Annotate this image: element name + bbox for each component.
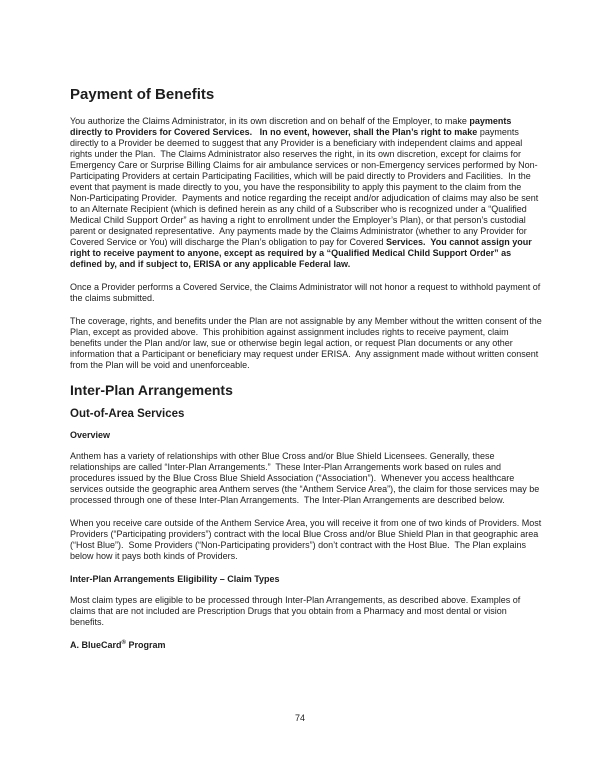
page-number: 74 [294,713,305,723]
subsection-title-out-of-area-services: Out-of-Area Services [70,408,185,420]
bluecard-heading-suffix: Program [125,640,166,650]
heading-bluecard-program [70,640,542,651]
heading-eligibility-claim-types: Inter-Plan Arrangements Eligibility – Claim Types [70,574,280,584]
section-title-inter-plan-arrangements: Inter-Plan Arrangements [70,382,233,398]
paragraph-withhold-payment: Once a Provider performs a Covered Service, the Claims Administrator will not honor a request to withhold payment of the claims submitted. [70,282,543,303]
bluecard-heading-text: A. BlueCard [70,640,122,650]
paragraph-assignment-prohibition: The coverage, rights, and benefits under the Plan are not assignable by any Member without the written consent of the Plan, except as provided above. This prohibition against assignment includes rights to receive payment, claim benefits under the Plan and/or law, sue or otherwise begin legal action, or request Plan documents or any other information that a Participant or beneficiary may request under ERISA. Any assignment made without written consent from the Plan will be void and unenforceable. [70,316,545,370]
paragraph-anthem-relationships: Anthem has a variety of relationships with other Blue Cross and/or Blue Shield Licensees. Generally, these relationships are called “Inter-Plan Arrangements.” These Inter-Plan Arrangements work based on rules and procedures issued by the Blue Cross Blue Shield Association (“Association”). Whenever you access healthcare services outside the geographic area Anthem serves (the “Anthem Service Area”), the claim for those services may be processed through one of these Inter-Plan Arrangements. The Inter-Plan Arrangements are described below. [70,451,542,505]
heading-overview: Overview [70,430,111,440]
paragraph-eligible-claim-types: Most claim types are eligible to be processed through Inter-Plan Arrangements, as described above. Examples of claims that are not included are Prescription Drugs that you obtain from a Pharmacy and most dental or vision benefits. [70,595,523,627]
registered-trademark-symbol: ® [121,640,126,646]
page-content [70,86,545,661]
section-title-payment-of-benefits: Payment of Benefits [70,86,215,103]
paragraph-care-outside-service-area: When you receive care outside of the Anthem Service Area, you will receive it from one of two kinds of Providers. Most Providers (“Participating providers”) contract with the local Blue Cross and/or Blue Shield Plan in that geographic area (“Host Blue”). Some Providers (“Non-Participating providers”) don’t contract with the Host Blue. The Plan explains below how it pays both kinds of Providers. [70,518,544,561]
paragraph-payment-authorization: You authorize the Claims Administrator, in its own discretion and on behalf of the Employer, to make payments directly to Providers for Covered Services. In no event, however, shall the Plan’s right to make payments directly to a Provider be deemed to suggest that any Provider is a beneficiary with independent claims and appeal rights under the Plan. The Claims Administrator also reserves the right, in its own discretion, except for claims for Emergency Care or Surprise Billing Claims for air ambulance services or non-Emergency services performed by Non-Participating Providers at certain Participating Facilities, which will be paid directly to Providers and Facilities. In the event that payment is made directly to you, you have the responsibility to apply this payment to the claim from the Non-Participating Provider. Payments and notice regarding the receipt and/or adjudication of claims may also be sent to an Alternate Recipient (which is defined herein as any child of a Subscriber who is recognized under a “Qualified Medical Child Support Order” as having a right to enrollment under the Employer’s Plan), or that person’s custodial parent or designated representative. Any payments made by the Claims Administrator (whether to any Provider for Covered Service or You) will discharge the Plan’s obligation to pay for Covered Services. You cannot assign your right to receive payment to anyone, except as required by a “Qualified Medical Child Support Order” as defined by, and if subject to, ERISA or any applicable Federal law. [70,116,541,269]
